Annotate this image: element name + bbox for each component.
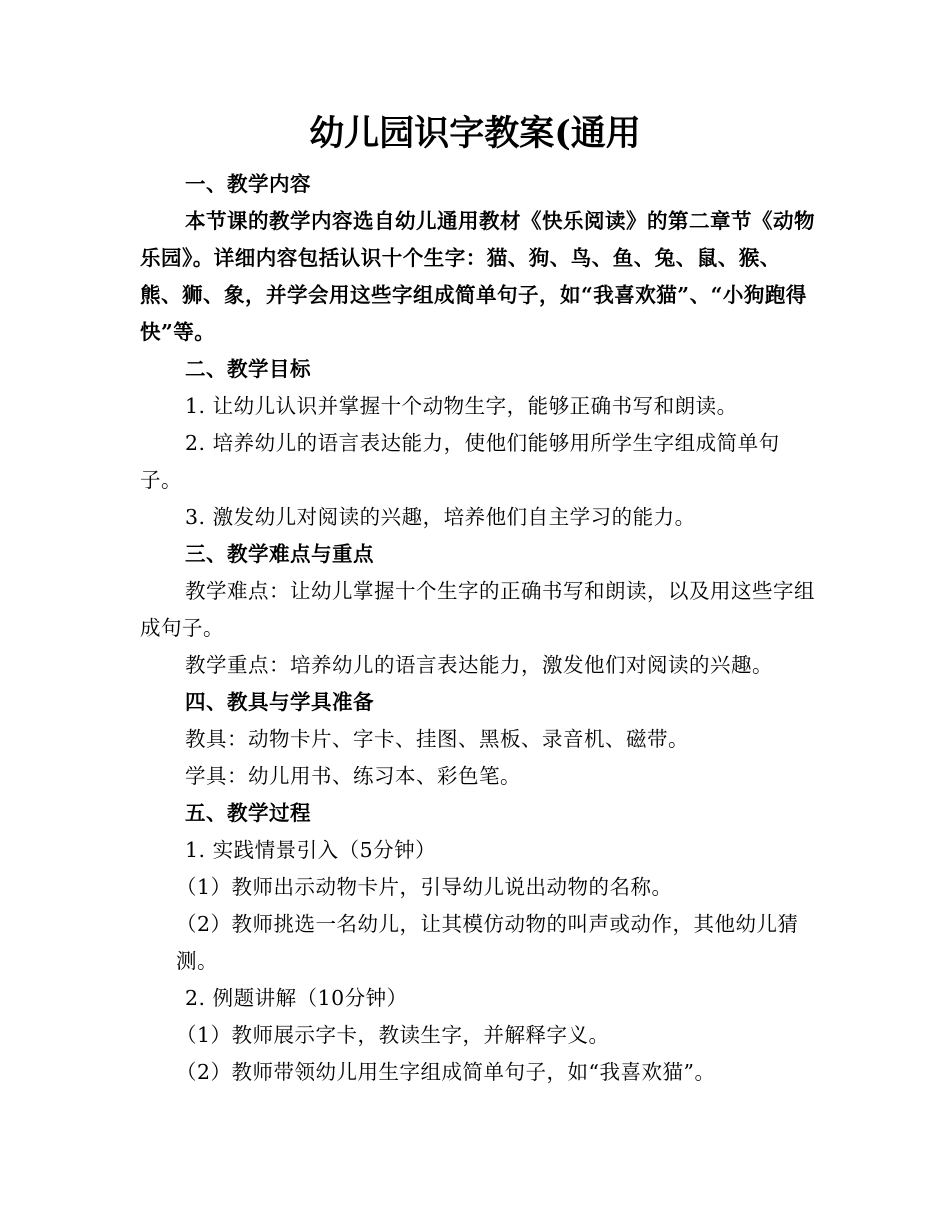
section-heading-objectives: 二、教学目标 — [185, 357, 311, 381]
document-body — [140, 166, 820, 1091]
document-title: 幼儿园识字教案(通用 — [309, 113, 641, 154]
key-point-paragraph: 教学重点：培养幼儿的语言表达能力，激发他们对阅读的兴趣。 — [185, 653, 773, 677]
content-paragraph: 本节课的教学内容选自幼儿通用教材《快乐阅读》的第二章节《动物乐园》。详细内容包括认识十个生字：猫、狗、鸟、鱼、兔、鼠、猴、熊、狮、象，并学会用这些字组成简单句子，如“我喜欢猫”、“小狗跑得快”等。 — [140, 209, 815, 344]
process-step-1-item-1: （1）教师出示动物卡片，引导幼儿说出动物的名称。 — [176, 875, 673, 899]
process-step-2: 2. 例题讲解（10分钟） — [185, 986, 408, 1010]
teacher-materials: 教具：动物卡片、字卡、挂图、黑板、录音机、磁带。 — [185, 727, 689, 751]
process-step-2-item-2: （2）教师带领幼儿用生字组成简单句子，如“我喜欢猫”。 — [176, 1060, 716, 1084]
process-step-2-item-1: （1）教师展示字卡，教读生字，并解释字义。 — [176, 1023, 610, 1047]
difficulty-paragraph: 教学难点：让幼儿掌握十个生字的正确书写和朗读，以及用这些字组成句子。 — [140, 579, 815, 640]
objective-item-2: 2. 培养幼儿的语言表达能力，使他们能够用所学生字组成简单句子。 — [140, 431, 780, 492]
student-materials: 学具：幼儿用书、练习本、彩色笔。 — [185, 764, 521, 788]
section-heading-content: 一、教学内容 — [185, 172, 311, 196]
section-heading-materials: 四、教具与学具准备 — [185, 690, 374, 714]
section-heading-difficulties: 三、教学难点与重点 — [185, 542, 374, 566]
process-step-1: 1. 实践情景引入（5分钟） — [185, 838, 437, 862]
section-heading-process: 五、教学过程 — [185, 801, 311, 825]
objective-item-3: 3. 激发幼儿对阅读的兴趣，培养他们自主学习的能力。 — [185, 505, 696, 529]
objective-item-1: 1. 让幼儿认识并掌握十个动物生字，能够正确书写和朗读。 — [185, 394, 738, 418]
process-step-1-item-2: （2）教师挑选一名幼儿，让其模仿动物的叫声或动作，其他幼儿猜测。 — [176, 912, 799, 973]
